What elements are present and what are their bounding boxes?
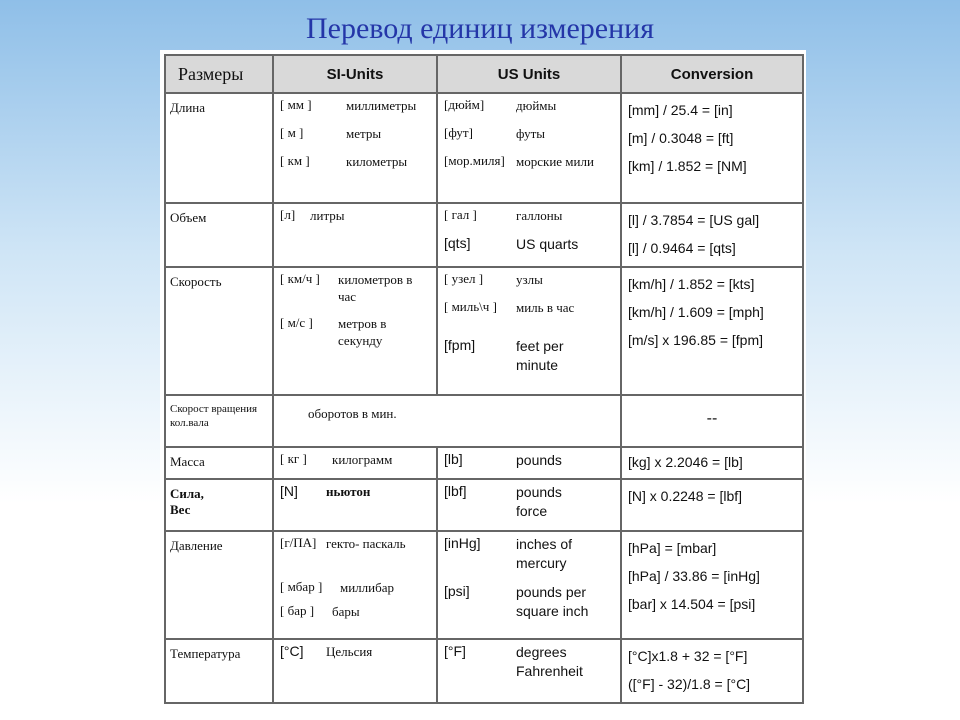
us-unit-name: degrees Fahrenheit [516,644,583,679]
us-unit-name: feet per minute [516,338,564,373]
si-unit: [N] [280,483,298,499]
page-title: Перевод единиц измерения [305,12,655,45]
us-unit: [ узел ] [444,271,484,286]
us-unit-name: узлы [516,272,543,287]
us-unit: [fpm] [444,337,476,353]
us-unit: [мор.миля] [444,153,505,168]
si-unit: [ кг ] [280,451,307,466]
si-unit-name: килограмм [332,452,393,467]
conversion-cell [621,267,803,395]
si-unit: [ км ] [280,153,310,168]
conversion-formula: [l] / 3.7854 = [US gal] [628,212,760,228]
us-unit-name: inches of mercury [516,536,573,571]
si-unit: [ м ] [280,125,304,140]
si-units-cell [273,267,437,395]
conversion-formula: [m/s] x 196.85 = [fpm] [628,332,764,348]
si-unit: [л] [280,207,296,222]
si-unit-name: литры [310,208,345,223]
si-unit-name: километров в час [338,272,413,304]
category-mass: Масса [165,447,273,479]
conversion-formula: [N] x 0.2248 = [lbf] [628,488,743,504]
conversion-formula: [hPa] = [mbar] [628,540,717,556]
conversion-formula: [hPa] / 33.86 = [inHg] [628,568,760,584]
table-row [165,93,803,203]
category-rotation-speed: Скорост вращения кол.вала [165,395,273,447]
us-units-cell [437,203,621,267]
si-units-cell [273,203,437,267]
si-units-cell [273,639,437,703]
si-unit: [ м/с ] [280,315,313,330]
si-units-cell [273,93,437,203]
conversion-formula: [mm] / 25.4 = [in] [628,102,733,118]
si-units-cell [273,479,437,531]
conversion-formula: [°C]x1.8 + 32 = [°F] [628,648,748,664]
category-pressure: Давление [165,531,273,639]
si-unit-name: метры [346,126,382,141]
si-unit: [°C] [280,643,304,659]
table-row [165,531,803,639]
si-unit: [ мбар ] [280,579,323,594]
rpm-label: оборотов в мин. [308,406,397,421]
us-units-cell [437,267,621,395]
conversion-cell [621,479,803,531]
us-unit: [qts] [444,235,471,251]
conversion-cell [621,93,803,203]
us-unit-name: дюймы [516,98,557,113]
conversion-cell: -- [621,395,803,447]
si-unit-name: бары [332,604,360,619]
us-units-cell [437,93,621,203]
category-volume: Объем [165,203,273,267]
si-us-span-cell [273,395,621,447]
conversion-cell [621,447,803,479]
conversion-formula: [bar] x 14.504 = [psi] [628,596,756,612]
us-unit: [ миль\ч ] [444,299,497,314]
us-unit-name: pounds per square inch [516,584,589,619]
us-unit-name: морские мили [516,154,594,169]
us-units-cell [437,447,621,479]
si-unit-name: гекто- паскаль [326,536,406,551]
header-conversion: Conversion [621,55,803,93]
conversion-formula: [kg] x 2.2046 = [lb] [628,454,743,470]
conversion-formula: [km/h] / 1.852 = [kts] [628,276,755,292]
us-unit-name: pounds force [516,484,562,519]
us-units-cell [437,479,621,531]
us-unit: [psi] [444,583,470,599]
si-unit-name: метров в секунду [338,316,387,348]
us-unit: [дюйм] [444,97,485,112]
table-header-row [165,55,803,93]
us-units-cell [437,639,621,703]
us-unit-name: футы [516,126,546,141]
conversion-cell [621,203,803,267]
si-unit: [ км/ч ] [280,271,320,286]
header-si-units: SI-Units [273,55,437,93]
category-temperature: Температура [165,639,273,703]
us-unit: [lbf] [444,483,467,499]
table-row [165,479,803,531]
si-unit-name: ньютон [326,484,371,499]
table-row [165,395,803,447]
table-row [165,639,803,703]
conversion-cell [621,531,803,639]
us-unit-name: галлоны [516,208,563,223]
us-unit: [lb] [444,451,463,467]
table-row [165,267,803,395]
conversion-formula: [l] / 0.9464 = [qts] [628,240,736,256]
conversion-table [164,54,804,704]
si-units-cell [273,447,437,479]
si-unit: [ бар ] [280,603,315,618]
us-unit-name: миль в час [516,300,575,315]
us-unit-name: pounds [516,452,562,468]
header-dimensions: Размеры [165,55,273,93]
table-row [165,203,803,267]
category-length: Длина [165,93,273,203]
category-force: Сила, Вес [165,479,273,531]
si-unit-name: миллибар [340,580,394,595]
us-unit: [inHg] [444,535,481,551]
conversion-cell [621,639,803,703]
header-us-units: US Units [437,55,621,93]
conversion-formula: ([°F] - 32)/1.8 = [°C] [628,676,751,692]
conversion-sheet [160,50,806,704]
si-unit-name: километры [346,154,408,169]
us-unit-name: US quarts [516,236,579,252]
conversion-formula: [km/h] / 1.609 = [mph] [628,304,764,320]
si-units-cell [273,531,437,639]
si-unit: [г/ПА] [280,535,317,550]
conversion-formula: [km] / 1.852 = [NM] [628,158,747,174]
us-units-cell [437,531,621,639]
si-unit-name: Цельсия [326,644,373,659]
category-speed: Скорость [165,267,273,395]
us-unit: [фут] [444,125,473,140]
us-unit: [°F] [444,643,466,659]
us-unit: [ гал ] [444,207,477,222]
table-row [165,447,803,479]
si-unit: [ мм ] [280,97,312,112]
si-unit-name: миллиметры [346,98,417,113]
conversion-formula: [m] / 0.3048 = [ft] [628,130,734,146]
